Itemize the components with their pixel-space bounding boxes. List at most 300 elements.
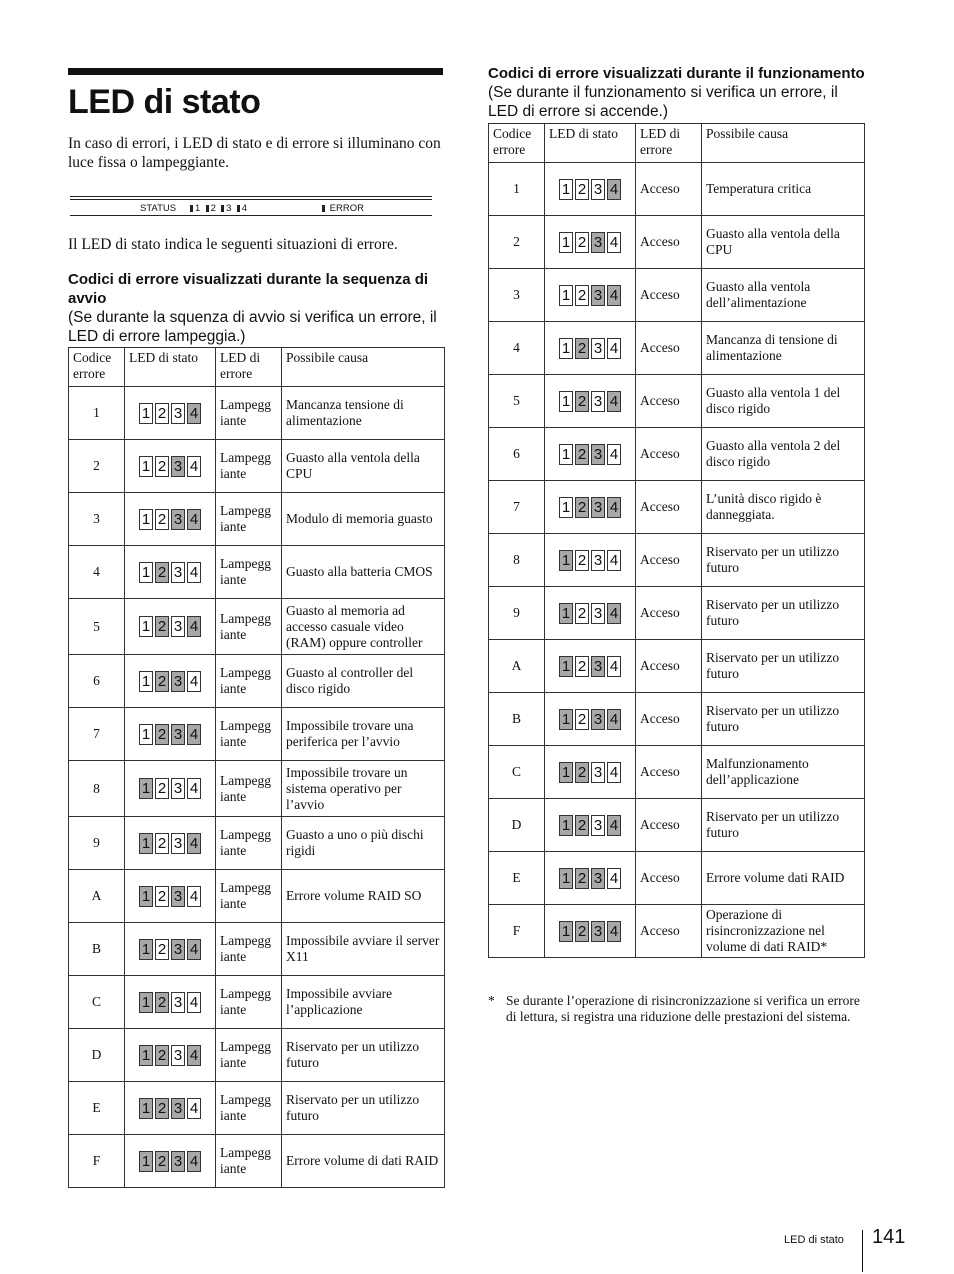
- led-2-lit-icon: 2: [575, 391, 589, 412]
- led-2-lit-icon: 2: [155, 1098, 169, 1119]
- error-code: 3: [489, 269, 545, 322]
- led-4-off-icon: 4: [607, 338, 621, 359]
- possible-cause: Guasto alla ventola della CPU: [702, 216, 865, 269]
- possible-cause: Impossibile avviare il server X11: [282, 923, 445, 976]
- possible-cause: Impossibile trovare una periferica per l’avvio: [282, 708, 445, 761]
- table-row: [69, 1082, 445, 1135]
- status-led-pattern: [125, 817, 216, 870]
- page-title: LED di stato: [68, 83, 261, 121]
- led-3-off-icon: 3: [171, 616, 185, 637]
- left-column: [68, 68, 445, 1188]
- led-1-off-icon: 1: [139, 724, 153, 745]
- led-2-off-icon: 2: [575, 232, 589, 253]
- possible-cause: Riservato per un utilizzo futuro: [702, 640, 865, 693]
- led-4-off-icon: 4: [187, 456, 201, 477]
- startup-heading: Codici di errore visualizzati durante la sequenza di avvio: [68, 271, 429, 307]
- title-rule: [68, 68, 443, 75]
- led-4-lit-icon: 4: [607, 391, 621, 412]
- led-1-off-icon: 1: [559, 232, 573, 253]
- error-code: C: [489, 746, 545, 799]
- led-2-off-icon: 2: [155, 833, 169, 854]
- possible-cause: Guasto alla batteria CMOS: [282, 546, 445, 599]
- led-1-off-icon: 1: [559, 391, 573, 412]
- footer-divider: [862, 1230, 863, 1272]
- led-4-off-icon: 4: [607, 444, 621, 465]
- error-led-state: Lampegg iante: [216, 761, 282, 817]
- status-led-pattern: [545, 428, 636, 481]
- table-row: [489, 640, 865, 693]
- error-code: 1: [69, 387, 125, 440]
- runtime-error-table: [488, 123, 865, 958]
- header-code: Codice errore: [69, 348, 125, 387]
- status-led-pattern: [125, 493, 216, 546]
- error-led-state: Acceso: [636, 269, 702, 322]
- led-3-lit-icon: 3: [591, 444, 605, 465]
- led-4-lit-icon: 4: [187, 1151, 201, 1172]
- error-code: 5: [69, 599, 125, 655]
- header-code: Codice errore: [489, 124, 545, 163]
- error-code: 8: [69, 761, 125, 817]
- led-2-off-icon: 2: [155, 456, 169, 477]
- led-2-lit-icon: 2: [575, 868, 589, 889]
- possible-cause: Riservato per un utilizzo futuro: [702, 799, 865, 852]
- led-3-lit-icon: 3: [591, 497, 605, 518]
- led-2-lit-icon: 2: [155, 1151, 169, 1172]
- error-code: D: [69, 1029, 125, 1082]
- led-2-off-icon: 2: [155, 778, 169, 799]
- status-led-pattern: [125, 761, 216, 817]
- led-3-off-icon: 3: [171, 403, 185, 424]
- error-code: 6: [489, 428, 545, 481]
- led-1-off-icon: 1: [559, 179, 573, 200]
- error-code: 9: [489, 587, 545, 640]
- error-led-state: Acceso: [636, 534, 702, 587]
- table-row: [489, 428, 865, 481]
- table-row: [69, 923, 445, 976]
- led-4-lit-icon: 4: [187, 616, 201, 637]
- led-1-off-icon: 1: [139, 403, 153, 424]
- status-led-pattern: [545, 746, 636, 799]
- table-row: [69, 976, 445, 1029]
- led-1-lit-icon: 1: [559, 762, 573, 783]
- led-4-off-icon: 4: [187, 562, 201, 583]
- status-led-pattern: [545, 587, 636, 640]
- led-3-lit-icon: 3: [171, 671, 185, 692]
- footnote-mark: *: [488, 993, 495, 1008]
- error-led-state: Acceso: [636, 640, 702, 693]
- table-row: [489, 799, 865, 852]
- startup-error-table: [68, 347, 445, 1188]
- header-status-led: LED di stato: [125, 348, 216, 387]
- possible-cause: Guasto alla ventola 1 del disco rigido: [702, 375, 865, 428]
- status-led-pattern: [545, 905, 636, 958]
- possible-cause: Riservato per un utilizzo futuro: [702, 587, 865, 640]
- led-3-lit-icon: 3: [171, 456, 185, 477]
- error-led-state: Acceso: [636, 481, 702, 534]
- led-3-off-icon: 3: [591, 391, 605, 412]
- led-1-lit-icon: 1: [139, 1151, 153, 1172]
- error-led-state: Lampegg iante: [216, 599, 282, 655]
- status-led-pattern: [545, 216, 636, 269]
- error-led-state: Lampegg iante: [216, 1082, 282, 1135]
- led-1-lit-icon: 1: [139, 1045, 153, 1066]
- error-code: A: [489, 640, 545, 693]
- led-3-off-icon: 3: [591, 603, 605, 624]
- status-led-pattern: [545, 269, 636, 322]
- runtime-heading: Codici di errore visualizzati durante il funzionamento: [488, 65, 865, 82]
- led-3-off-icon: 3: [591, 815, 605, 836]
- possible-cause: Guasto al memoria ad accesso casuale video (RAM) oppure controller: [282, 599, 445, 655]
- led-3-off-icon: 3: [171, 778, 185, 799]
- led-2-off-icon: 2: [575, 285, 589, 306]
- table-row: [489, 163, 865, 216]
- error-led-state: Lampegg iante: [216, 817, 282, 870]
- table-row: [69, 493, 445, 546]
- table-row: [69, 440, 445, 493]
- error-led-state: Lampegg iante: [216, 870, 282, 923]
- led-2-lit-icon: 2: [575, 497, 589, 518]
- error-led-state: Lampegg iante: [216, 1135, 282, 1188]
- led-marker-icon: [190, 205, 193, 212]
- error-code: C: [69, 976, 125, 1029]
- led-4-lit-icon: 4: [187, 1045, 201, 1066]
- led-1-lit-icon: 1: [559, 815, 573, 836]
- led-1-lit-icon: 1: [559, 868, 573, 889]
- error-led-state: Acceso: [636, 852, 702, 905]
- possible-cause: Riservato per un utilizzo futuro: [282, 1029, 445, 1082]
- led-2-off-icon: 2: [155, 939, 169, 960]
- table-row: [489, 481, 865, 534]
- possible-cause: Malfunzionamento dell’applicazione: [702, 746, 865, 799]
- led-4-lit-icon: 4: [187, 724, 201, 745]
- led-1-off-icon: 1: [139, 671, 153, 692]
- error-led-state: Acceso: [636, 163, 702, 216]
- footnote: [488, 993, 865, 1025]
- error-led-state: Acceso: [636, 587, 702, 640]
- front-panel-diagram: [70, 196, 432, 216]
- status-led-pattern: [545, 375, 636, 428]
- led-1-lit-icon: 1: [139, 939, 153, 960]
- status-led-pattern: [125, 546, 216, 599]
- led-4-off-icon: 4: [607, 550, 621, 571]
- led-1-lit-icon: 1: [559, 550, 573, 571]
- table-row: [69, 1029, 445, 1082]
- error-code: 2: [489, 216, 545, 269]
- possible-cause: Guasto a uno o più dischi rigidi: [282, 817, 445, 870]
- table-row: [69, 546, 445, 599]
- led-2-off-icon: 2: [575, 179, 589, 200]
- led-2-lit-icon: 2: [155, 724, 169, 745]
- possible-cause: Operazione di risincronizzazione nel volume di dati RAID*: [702, 905, 865, 958]
- led-4-lit-icon: 4: [187, 509, 201, 530]
- error-led-state: Acceso: [636, 375, 702, 428]
- possible-cause: L’unità disco rigido è danneggiata.: [702, 481, 865, 534]
- led-3-off-icon: 3: [591, 762, 605, 783]
- panel-error-label: ERROR: [322, 203, 364, 214]
- error-code: 4: [69, 546, 125, 599]
- led-3-off-icon: 3: [591, 550, 605, 571]
- possible-cause: Mancanza tensione di alimentazione: [282, 387, 445, 440]
- status-led-pattern: [545, 163, 636, 216]
- led-4-off-icon: 4: [607, 232, 621, 253]
- led-1-lit-icon: 1: [559, 603, 573, 624]
- table-row: [489, 905, 865, 958]
- table-row: [489, 746, 865, 799]
- possible-cause: Impossibile trovare un sistema operativo per l’avvio: [282, 761, 445, 817]
- error-code: D: [489, 799, 545, 852]
- error-led-state: Acceso: [636, 799, 702, 852]
- error-led-state: Lampegg iante: [216, 387, 282, 440]
- status-led-pattern: [125, 1082, 216, 1135]
- error-led-state: Lampegg iante: [216, 923, 282, 976]
- table-row: [69, 387, 445, 440]
- led-1-off-icon: 1: [559, 338, 573, 359]
- led-1-lit-icon: 1: [139, 886, 153, 907]
- table-row: [69, 655, 445, 708]
- page-number: 141: [872, 1226, 906, 1248]
- error-code: 6: [69, 655, 125, 708]
- error-code: B: [489, 693, 545, 746]
- status-led-pattern: [125, 1029, 216, 1082]
- status-led-pattern: [545, 852, 636, 905]
- table-row: [69, 817, 445, 870]
- error-led-state: Lampegg iante: [216, 546, 282, 599]
- status-led-pattern: [125, 708, 216, 761]
- led-3-off-icon: 3: [591, 179, 605, 200]
- possible-cause: Mancanza di tensione di alimentazione: [702, 322, 865, 375]
- error-code: A: [69, 870, 125, 923]
- header-cause: Possibile causa: [282, 348, 445, 387]
- led-marker-icon: [221, 205, 224, 212]
- error-code: 8: [489, 534, 545, 587]
- table-row: [489, 534, 865, 587]
- table-row: [489, 322, 865, 375]
- error-code: E: [489, 852, 545, 905]
- led-4-lit-icon: 4: [187, 403, 201, 424]
- error-led-state: Acceso: [636, 428, 702, 481]
- led-3-lit-icon: 3: [591, 656, 605, 677]
- led-1-lit-icon: 1: [139, 833, 153, 854]
- led-3-lit-icon: 3: [171, 886, 185, 907]
- possible-cause: Errore volume dati RAID: [702, 852, 865, 905]
- led-1-off-icon: 1: [139, 616, 153, 637]
- error-led-state: Lampegg iante: [216, 976, 282, 1029]
- error-code: 1: [489, 163, 545, 216]
- error-code: F: [489, 905, 545, 958]
- led-4-off-icon: 4: [607, 868, 621, 889]
- error-code: 4: [489, 322, 545, 375]
- error-code: 2: [69, 440, 125, 493]
- led-4-off-icon: 4: [187, 778, 201, 799]
- table-row: [489, 693, 865, 746]
- error-code: 5: [489, 375, 545, 428]
- table-row: [69, 761, 445, 817]
- led-4-lit-icon: 4: [187, 833, 201, 854]
- led-4-lit-icon: 4: [607, 179, 621, 200]
- led-3-lit-icon: 3: [171, 939, 185, 960]
- error-led-state: Lampegg iante: [216, 1029, 282, 1082]
- led-3-lit-icon: 3: [591, 868, 605, 889]
- startup-subheading: (Se durante la squenza di avvio si verifica un errore, il LED di errore lampeggia.): [68, 309, 437, 345]
- error-code: 3: [69, 493, 125, 546]
- led-1-lit-icon: 1: [559, 921, 573, 942]
- status-led-pattern: [125, 387, 216, 440]
- error-led-state: Acceso: [636, 905, 702, 958]
- error-code: 7: [69, 708, 125, 761]
- led-3-lit-icon: 3: [171, 1151, 185, 1172]
- possible-cause: Guasto al controller del disco rigido: [282, 655, 445, 708]
- led-2-lit-icon: 2: [575, 444, 589, 465]
- runtime-subheading: (Se durante il funzionamento si verifica un errore, il LED di errore si accende.): [488, 84, 838, 120]
- led-4-lit-icon: 4: [187, 939, 201, 960]
- header-error-led: LED di errore: [636, 124, 702, 163]
- error-led-state: Lampegg iante: [216, 708, 282, 761]
- led-3-lit-icon: 3: [591, 921, 605, 942]
- panel-led-indicators: 1 2 3 4: [190, 203, 247, 214]
- led-4-off-icon: 4: [187, 671, 201, 692]
- status-led-pattern: [545, 693, 636, 746]
- led-1-lit-icon: 1: [139, 992, 153, 1013]
- header-cause: Possibile causa: [702, 124, 865, 163]
- led-4-lit-icon: 4: [607, 815, 621, 836]
- possible-cause: Riservato per un utilizzo futuro: [702, 693, 865, 746]
- led-2-lit-icon: 2: [575, 338, 589, 359]
- led-3-off-icon: 3: [171, 833, 185, 854]
- panel-status-label: STATUS: [140, 203, 177, 214]
- footer-section-label: LED di stato: [784, 1234, 844, 1246]
- error-led-state: Lampegg iante: [216, 493, 282, 546]
- led-2-lit-icon: 2: [155, 616, 169, 637]
- error-code: B: [69, 923, 125, 976]
- status-paragraph: Il LED di stato indica le seguenti situazioni di errore.: [68, 236, 398, 253]
- footnote-text: Se durante l’operazione di risincronizzazione si verifica un errore di lettura, si registra una riduzione delle prestazioni del sistema.: [506, 993, 860, 1024]
- led-2-lit-icon: 2: [155, 992, 169, 1013]
- led-2-off-icon: 2: [155, 886, 169, 907]
- led-2-lit-icon: 2: [155, 1045, 169, 1066]
- status-led-pattern: [125, 440, 216, 493]
- error-led-state: Acceso: [636, 216, 702, 269]
- error-code: F: [69, 1135, 125, 1188]
- led-1-lit-icon: 1: [559, 656, 573, 677]
- led-4-lit-icon: 4: [607, 603, 621, 624]
- possible-cause: Riservato per un utilizzo futuro: [702, 534, 865, 587]
- status-led-pattern: [125, 976, 216, 1029]
- led-3-off-icon: 3: [171, 1045, 185, 1066]
- led-2-lit-icon: 2: [575, 921, 589, 942]
- possible-cause: Guasto alla ventola dell’alimentazione: [702, 269, 865, 322]
- possible-cause: Guasto alla ventola della CPU: [282, 440, 445, 493]
- led-marker-icon: [322, 205, 325, 212]
- led-1-off-icon: 1: [559, 285, 573, 306]
- led-1-off-icon: 1: [139, 562, 153, 583]
- error-code: E: [69, 1082, 125, 1135]
- led-3-lit-icon: 3: [171, 1098, 185, 1119]
- led-2-off-icon: 2: [575, 656, 589, 677]
- led-2-lit-icon: 2: [575, 762, 589, 783]
- led-3-lit-icon: 3: [591, 285, 605, 306]
- led-1-off-icon: 1: [559, 444, 573, 465]
- led-3-off-icon: 3: [171, 562, 185, 583]
- error-code: 9: [69, 817, 125, 870]
- status-led-pattern: [125, 655, 216, 708]
- led-4-lit-icon: 4: [607, 921, 621, 942]
- led-4-off-icon: 4: [187, 992, 201, 1013]
- led-1-lit-icon: 1: [139, 1098, 153, 1119]
- led-1-lit-icon: 1: [139, 778, 153, 799]
- led-4-off-icon: 4: [187, 886, 201, 907]
- error-led-state: Lampegg iante: [216, 655, 282, 708]
- status-led-pattern: [545, 481, 636, 534]
- led-4-lit-icon: 4: [607, 497, 621, 518]
- led-4-off-icon: 4: [607, 762, 621, 783]
- table-row: [489, 375, 865, 428]
- table-header-row: [69, 348, 445, 387]
- led-2-off-icon: 2: [575, 550, 589, 571]
- possible-cause: Riservato per un utilizzo futuro: [282, 1082, 445, 1135]
- led-2-off-icon: 2: [155, 509, 169, 530]
- led-3-lit-icon: 3: [171, 509, 185, 530]
- led-2-lit-icon: 2: [155, 562, 169, 583]
- led-marker-icon: [237, 205, 240, 212]
- led-2-off-icon: 2: [575, 603, 589, 624]
- right-column: [488, 64, 865, 1025]
- table-header-row: [489, 124, 865, 163]
- intro-paragraph: In caso di errori, i LED di stato e di errore si illuminano con luce fissa o lampeggiante.: [68, 135, 441, 171]
- table-row: [69, 708, 445, 761]
- error-led-state: Acceso: [636, 693, 702, 746]
- table-row: [69, 1135, 445, 1188]
- led-1-lit-icon: 1: [559, 709, 573, 730]
- led-4-off-icon: 4: [607, 656, 621, 677]
- table-row: [489, 269, 865, 322]
- led-1-off-icon: 1: [139, 456, 153, 477]
- table-row: [489, 587, 865, 640]
- error-led-state: Acceso: [636, 746, 702, 799]
- possible-cause: Errore volume di dati RAID: [282, 1135, 445, 1188]
- status-led-pattern: [545, 640, 636, 693]
- led-3-lit-icon: 3: [171, 724, 185, 745]
- led-2-lit-icon: 2: [155, 671, 169, 692]
- led-3-off-icon: 3: [591, 338, 605, 359]
- status-led-pattern: [125, 599, 216, 655]
- led-1-off-icon: 1: [139, 509, 153, 530]
- led-2-off-icon: 2: [155, 403, 169, 424]
- table-row: [69, 870, 445, 923]
- table-row: [69, 599, 445, 655]
- table-row: [489, 852, 865, 905]
- error-code: 7: [489, 481, 545, 534]
- header-status-led: LED di stato: [545, 124, 636, 163]
- runtime-table-body: [489, 163, 865, 958]
- error-led-state: Lampegg iante: [216, 440, 282, 493]
- led-1-off-icon: 1: [559, 497, 573, 518]
- possible-cause: Modulo di memoria guasto: [282, 493, 445, 546]
- status-led-pattern: [125, 870, 216, 923]
- led-4-lit-icon: 4: [607, 285, 621, 306]
- led-4-off-icon: 4: [187, 1098, 201, 1119]
- led-2-off-icon: 2: [575, 709, 589, 730]
- possible-cause: Temperatura critica: [702, 163, 865, 216]
- status-led-pattern: [125, 1135, 216, 1188]
- led-marker-icon: [206, 205, 209, 212]
- startup-table-body: [69, 387, 445, 1188]
- led-3-off-icon: 3: [171, 992, 185, 1013]
- led-4-lit-icon: 4: [607, 709, 621, 730]
- led-3-lit-icon: 3: [591, 232, 605, 253]
- error-led-state: Acceso: [636, 322, 702, 375]
- possible-cause: Errore volume RAID SO: [282, 870, 445, 923]
- status-led-pattern: [545, 322, 636, 375]
